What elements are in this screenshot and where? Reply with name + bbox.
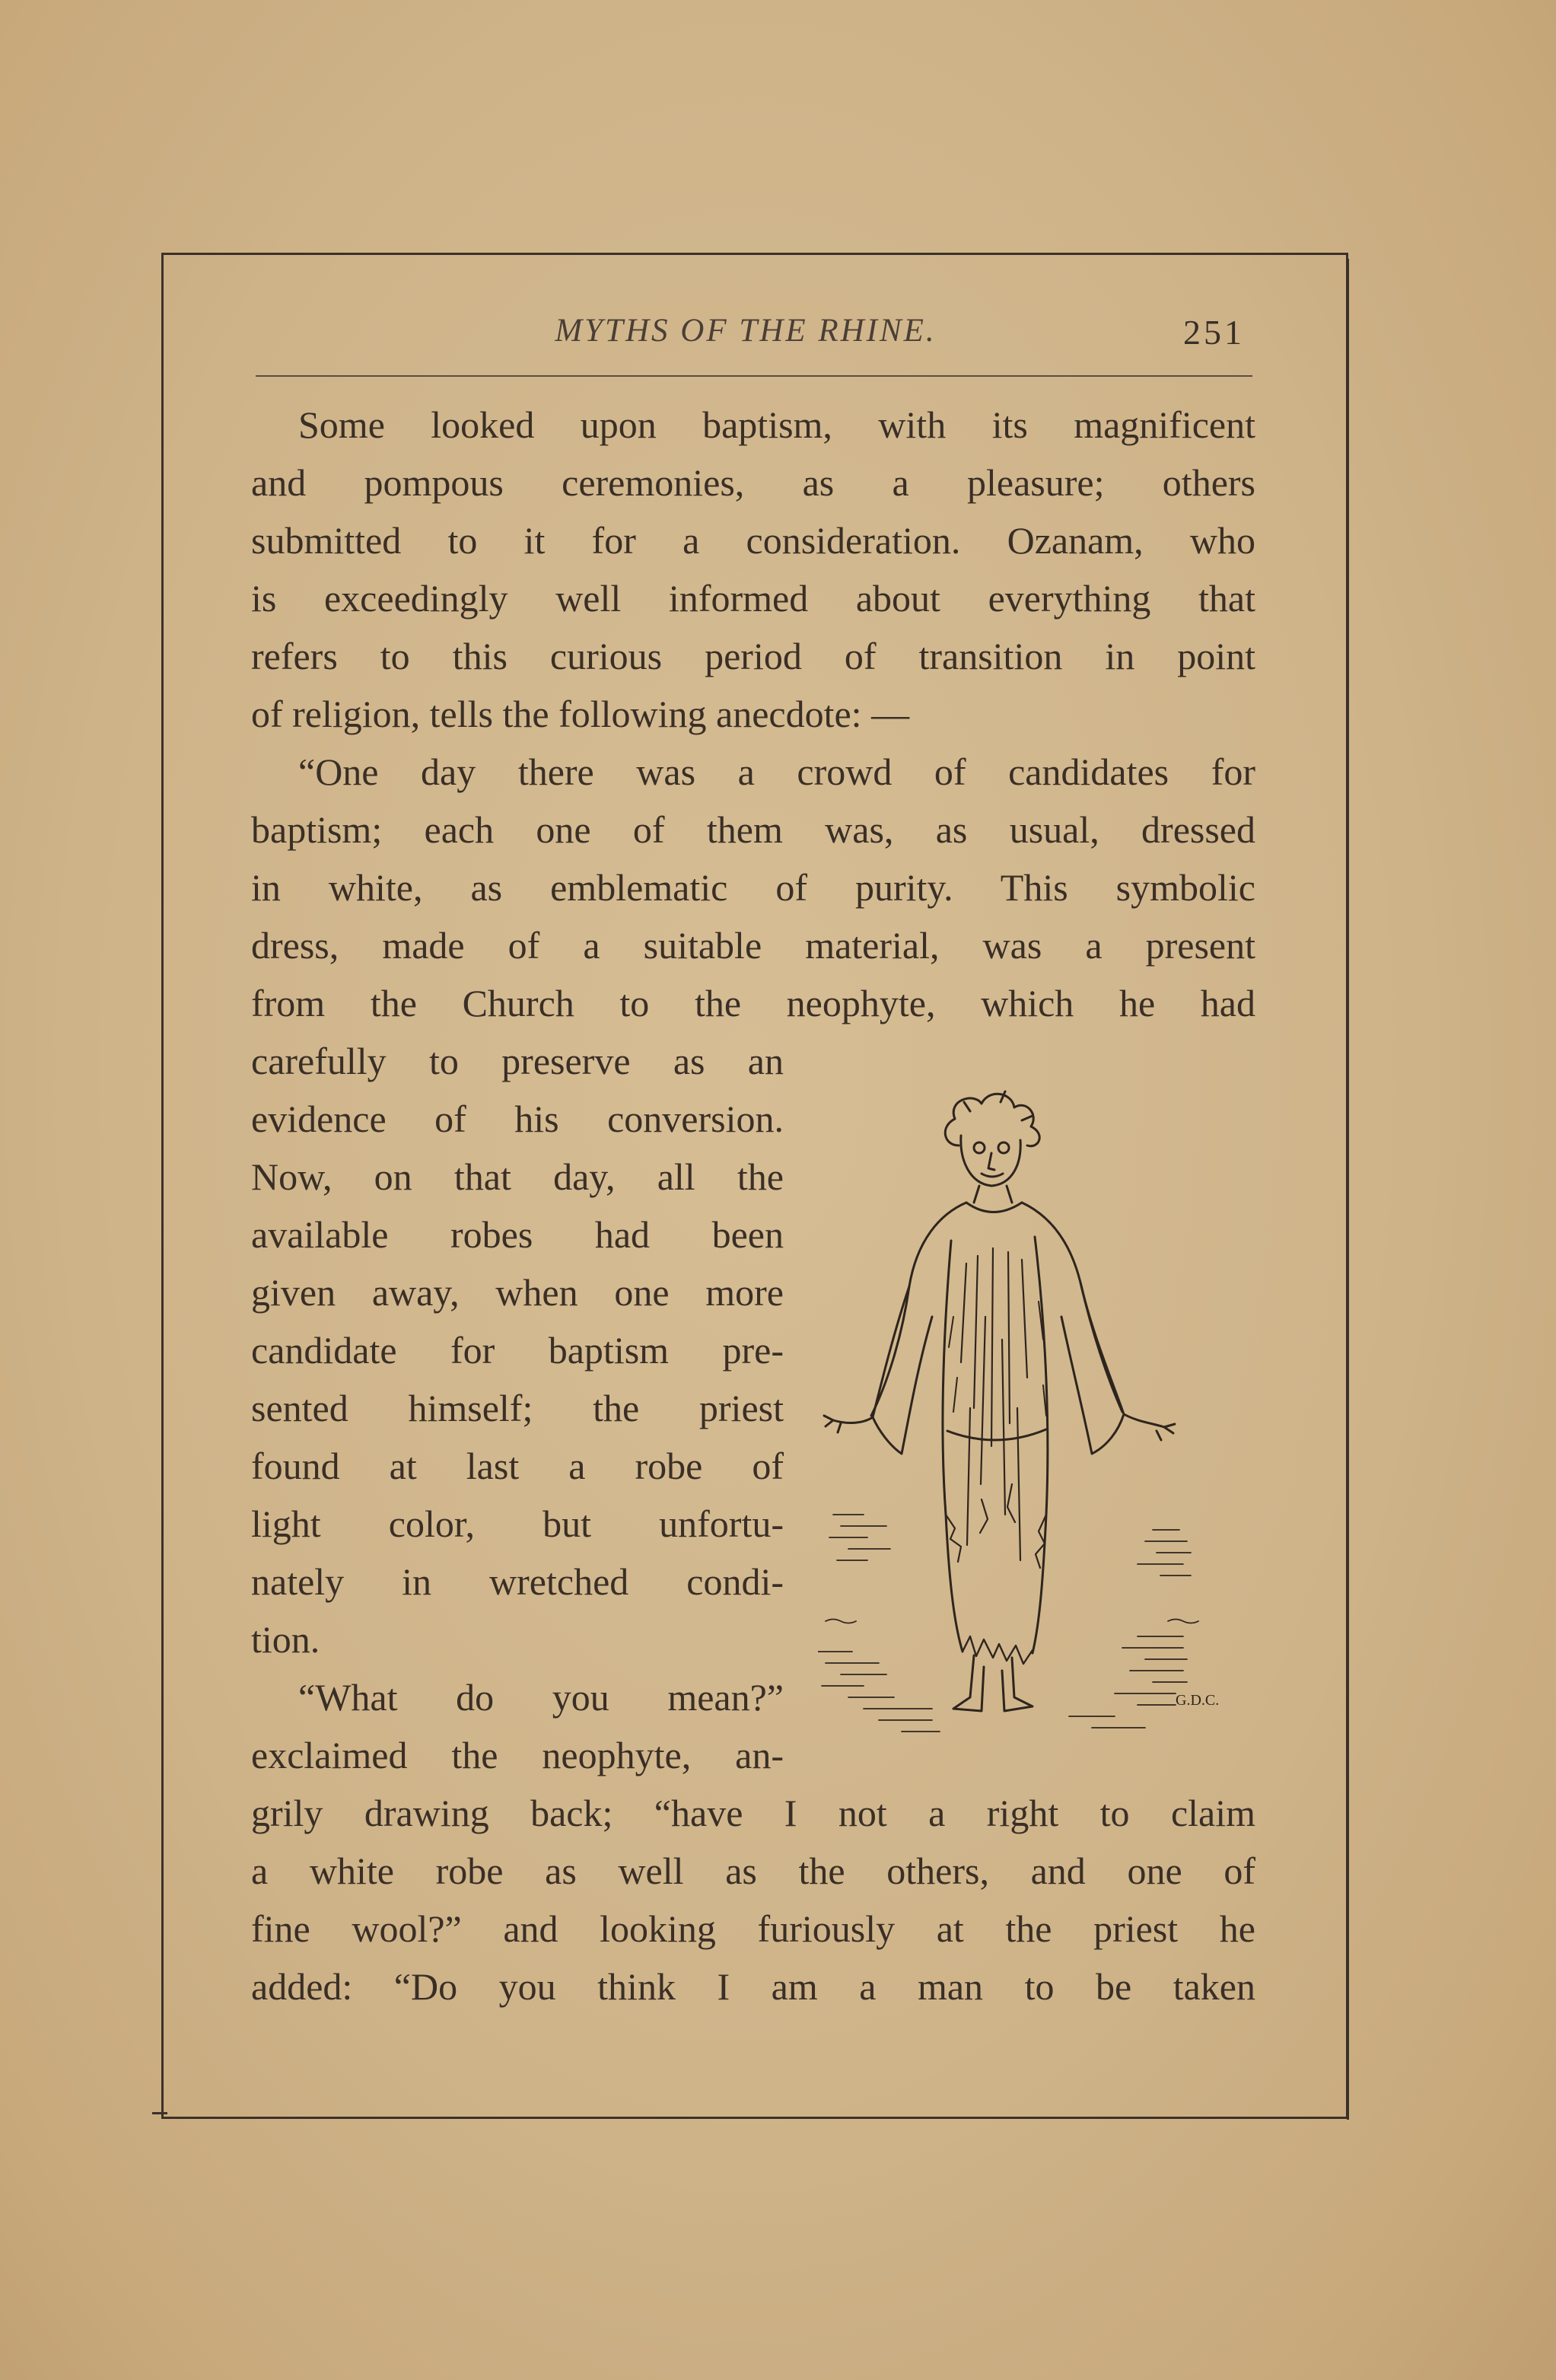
text-line: found at last a robe of [251,1445,784,1487]
text-line: “What do you mean?” [298,1676,784,1719]
text-line: light color, but unfortu- [251,1502,784,1545]
text-line: available robes had been [251,1213,784,1256]
text-line: fine wool?” and looking furiously at the priest he [251,1907,1255,1950]
illustration-signature: G.D.C. [1176,1692,1220,1709]
illustration-drawing [818,1088,1252,1743]
text-line: “One day there was a crowd of candidates for [298,750,1255,793]
text-line: from the Church to the neophyte, which he had [251,982,1255,1024]
text-line: sented himself; the priest [251,1387,784,1429]
text-line: grily drawing back; “have I not a right to claim [251,1792,1255,1834]
text-line: added: “Do you think I am a man to be taken [251,1965,1255,2008]
text-line: of religion, tells the following anecdote: — [251,693,910,735]
text-line: refers to this curious period of transition in point [251,635,1255,677]
text-line: and pompous ceremonies, as a pleasure; others [251,461,1255,504]
text-line: submitted to it for a consideration. Ozanam, who [251,519,1255,562]
text-line: evidence of his conversion. [251,1098,784,1140]
text-line: Some looked upon baptism, with its magnificent [298,403,1255,446]
frame-edge [152,2112,167,2114]
text-line: baptism; each one of them was, as usual, dressed [251,808,1255,851]
text-line: Now, on that day, all the [251,1155,784,1198]
text-line: tion. [251,1618,320,1661]
page-number: 251 [1183,313,1245,352]
text-line: carefully to preserve as an [251,1040,784,1082]
frame-edge [1347,259,1349,2120]
text-line: in white, as emblematic of purity. This symbolic [251,866,1255,909]
illustration-neophyte-in-ragged-robe [818,1088,1252,1743]
text-line: is exceedingly well informed about everything that [251,577,1255,620]
text-line: nately in wretched condi- [251,1560,784,1603]
text-line: dress, made of a suitable material, was a present [251,924,1255,967]
running-head: MYTHS OF THE RHINE. [555,313,937,349]
header-rule [256,375,1252,377]
text-line: a white robe as well as the others, and one of [251,1850,1255,1892]
text-line: candidate for baptism pre- [251,1329,784,1372]
text-line: exclaimed the neophyte, an- [251,1734,784,1776]
text-line: given away, when one more [251,1271,784,1314]
